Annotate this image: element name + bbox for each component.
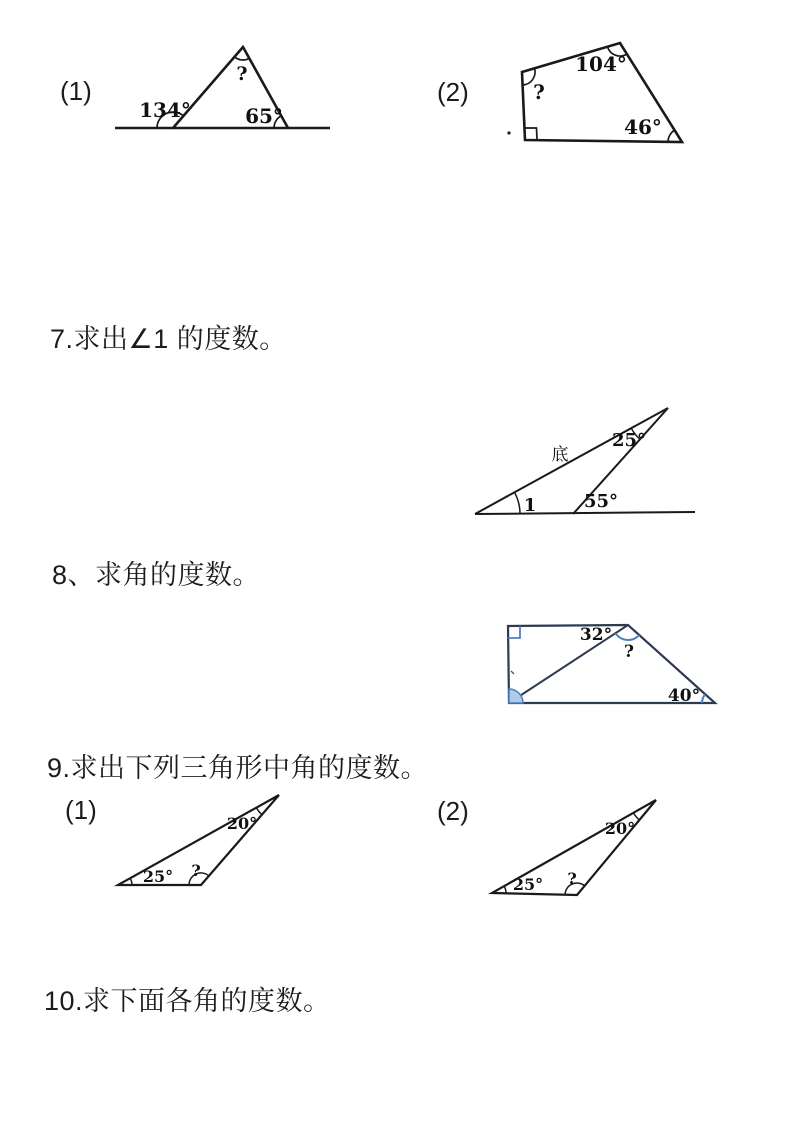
- figure1-right-angle-label: 65°: [245, 104, 283, 128]
- p8-unknown-angle-label: ?: [624, 642, 634, 662]
- figure1-exterior-angle-label: 134°: [139, 98, 191, 122]
- p8-left-edge-tick: [511, 671, 514, 674]
- p9f2-unknown-angle-label: ?: [567, 869, 577, 888]
- figure2-label: (2): [437, 77, 469, 107]
- p8-bottomright-angle-label: 40°: [667, 686, 701, 706]
- problem9-figure2: [465, 790, 680, 902]
- figure2-stray-dot: [507, 131, 510, 134]
- p8-apex-angle-arc: [616, 633, 640, 640]
- p9f1-left-angle-label: 25°: [142, 867, 174, 886]
- p8-right-angle-square: [508, 626, 520, 638]
- problem8-title: 8、求角的度数。: [52, 560, 261, 590]
- problem9-title: 9.求出下列三角形中角的度数。: [47, 753, 429, 783]
- figure2-bottomright-angle-label: 46°: [624, 115, 662, 139]
- figure1-label: (1): [60, 76, 92, 106]
- figure2-quadrilateral: [495, 38, 705, 150]
- figure2-right-angle-square: [525, 128, 538, 140]
- p7-side-label: 底: [551, 445, 569, 464]
- problem9-figure2-label: (2): [437, 796, 469, 826]
- p7-angle1-arc: [515, 492, 521, 514]
- problem9-figure1-label: (1): [65, 795, 97, 825]
- figure2-bottomright-angle-arc: [668, 130, 675, 142]
- figure1-apex-angle-arc: [235, 57, 250, 60]
- problem10-title: 10.求下面各角的度数。: [44, 986, 331, 1016]
- p7-base-angle-label: 55°: [583, 491, 619, 512]
- p8-bottomright-angle-arc: [702, 694, 705, 703]
- p9f2-apex-angle-label: 20°: [604, 819, 636, 838]
- p7-baseline: [475, 512, 695, 514]
- p7-angle1-label: 1: [523, 495, 537, 516]
- p9f1-unknown-angle-label: ?: [191, 861, 201, 880]
- p8-top-angle-label: 32°: [579, 625, 613, 645]
- p9f2-left-angle-label: 25°: [512, 875, 544, 894]
- problem9-figure1: [95, 788, 295, 896]
- figure2-topleft-angle-label: ?: [533, 80, 545, 104]
- p9f1-apex-angle-arc: [256, 808, 262, 815]
- p9f1-apex-angle-label: 20°: [226, 814, 258, 833]
- problem7-title: 7.求出∠1 的度数。: [50, 324, 287, 354]
- figure1-triangle-on-line: [105, 38, 340, 138]
- problem8-figure: [500, 618, 725, 713]
- figure1-apex-angle-label: ?: [236, 63, 248, 85]
- p8-bottomleft-angle-wedge: [509, 689, 523, 703]
- p7-apex-angle-label: 25°: [611, 430, 647, 451]
- p7-long-side: [475, 408, 668, 514]
- problem7-figure: [455, 400, 745, 525]
- figure2-topright-angle-label: 104°: [575, 52, 627, 76]
